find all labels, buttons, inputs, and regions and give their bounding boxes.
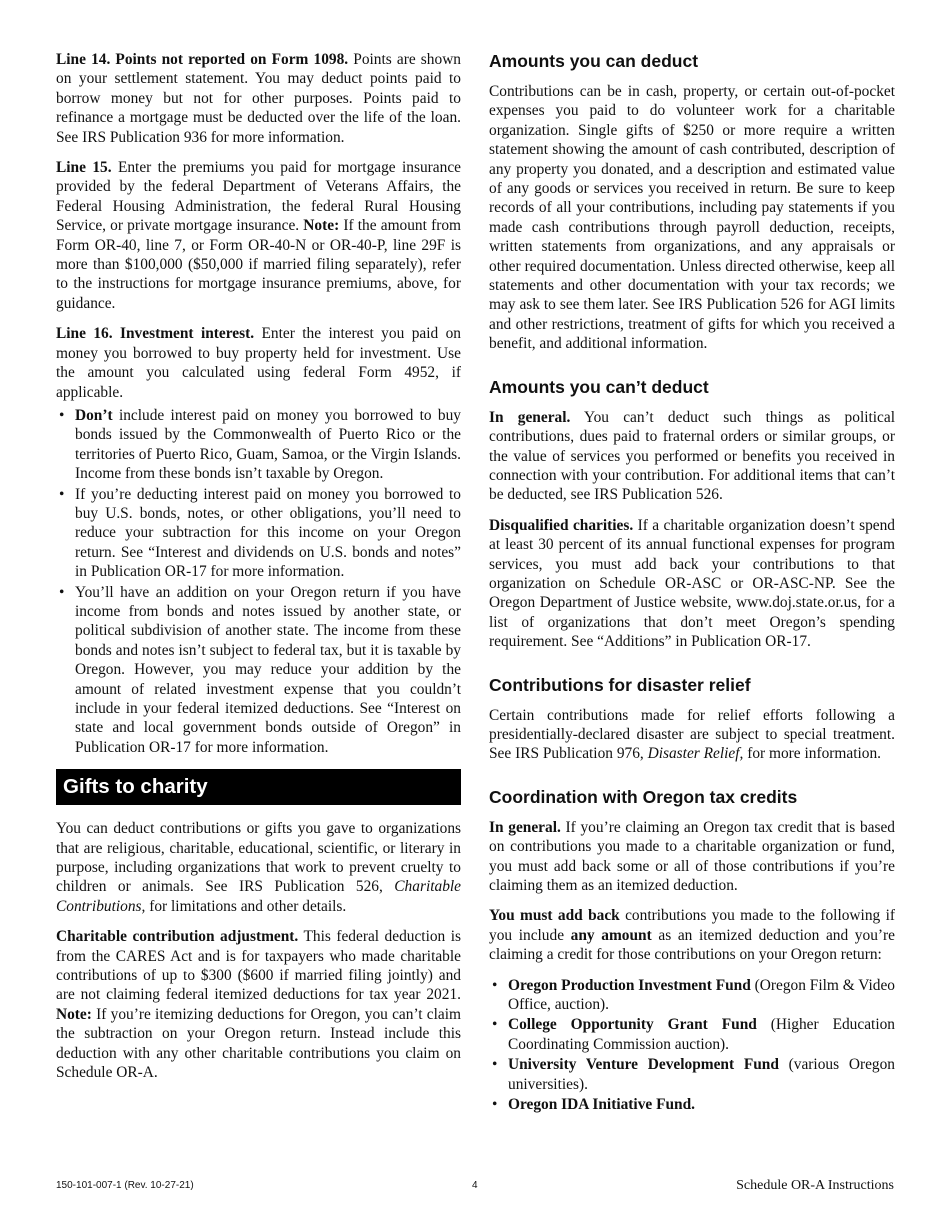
fund1-detail: (Oregon Film & Video Office, auction). [508, 976, 895, 1014]
line14-heading: Line 14. Points not reported on Form 1098. [56, 51, 349, 68]
list-item [489, 976, 895, 1015]
document-title: Schedule OR-A Instructions [736, 1178, 894, 1193]
line14-text: Points are shown on your settlement statement. You may deduct points paid to borrow money but not for other purposes. Points paid to refinance a mortgage must be deducted over the life of the loan. See IRS Publication 936 for more information. [56, 51, 462, 146]
cca-paragraph [56, 927, 461, 1082]
right-column [489, 50, 895, 1125]
cca-note-text: If you’re itemizing deductions for Oregon, you can’t claim the subtraction on your Oregon return. Instead include this deduction with any other charitable contributions you claim on Schedule OR-A. [56, 1005, 461, 1082]
cca-heading: Charitable contribution adjustment. [56, 928, 299, 946]
bullet2-text: If you’re deducting interest paid on money you borrowed to buy U.S. bonds, notes, or other obligations, you’ll need to reduce your subtraction for this income on your Oregon return. See “Interest and dividends on U.S. bonds and notes” in Publication OR-17 for more information. [75, 485, 461, 581]
list-item [56, 406, 461, 484]
cca-text: This federal deduction is from the CARES Act and is for taxpayers who made charitable contributions of up to $300 ($600 if married filing jointly) and are not claiming federal itemized deductions for tax year 2021. [56, 928, 461, 1004]
disaster-relief-heading: Contributions for disaster relief [489, 674, 751, 695]
fund2-detail: (Higher Education Coordinating Commission auction). [508, 1016, 895, 1053]
list-item [489, 1095, 895, 1114]
bullet1-text: include interest paid on money you borrowed to buy bonds issued by the Commonwealth of Puerto Rico or the territories of Puerto Rico, Guam, Samoa, or the Virgin Islands. Income from these bonds isn’t taxable by Oregon. [75, 406, 461, 483]
list-item [489, 1015, 895, 1054]
add-back-text-end: as an itemized deduction and you’re claiming a credit for those contributions on your Oregon return: [489, 926, 895, 964]
line16-paragraph [56, 324, 461, 402]
bullet1-bold: Don’t [75, 406, 113, 424]
coordination-paragraph [489, 818, 895, 896]
amounts-cant-deduct-heading: Amounts you can’t deduct [489, 376, 709, 397]
line16-heading: Line 16. Investment interest. [56, 325, 255, 343]
cant-deduct-text: You can’t deduct such things as political contributions, dues paid to fraternal orders or similar groups, or the value of services you performed or benefits you received in connection with your contribution. For additional items that can’t be deducted, see IRS Publication 526. [489, 408, 895, 504]
list-item [56, 583, 461, 758]
coordination-heading: Coordination with Oregon tax credits [489, 786, 798, 807]
gifts-publication-title: Charitable Contributions, [56, 878, 461, 915]
bullet3-text: You’ll have an addition on your Oregon return if you have income from bonds and notes issued by another state, or political subdivision of another state. The income from these bonds and notes isn’t subject to federal tax, but it is taxable by Oregon. However, you may reduce your addition by the amount of related investment expense that you couldn’t include in your federal itemized deductions. See “Interest on state and local government bonds outside of Oregon” in Publication OR-17 for more information. [75, 583, 461, 756]
list-item [489, 1055, 895, 1094]
disqualified-paragraph [489, 516, 895, 652]
form-number: 150-101-007-1 (Rev. 10-27-21) [56, 1180, 194, 1191]
coordination-text: If you’re claiming an Oregon tax credit that is based on contributions you made to a charitable organization or fund, you must add back some or all of those contributions if you’re claiming them as an itemized deduction. [489, 818, 896, 894]
gifts-text: You can deduct contributions or gifts you gave to organizations that are religious, charitable, educational, scientific, or literary in purpose, including organizations that work to prevent cruelty to children or animals. See IRS Publication 526, [56, 820, 461, 896]
fund2-name: College Opportunity Grant Fund [508, 1016, 757, 1034]
add-back-paragraph [489, 906, 895, 964]
cca-note-label: Note: [56, 1005, 92, 1023]
line15-text: Enter the premiums you paid for mortgage insurance provided by the federal Department of Veterans Affairs, the Federal Housing Administration, the federal Rural Housing Service, or private mortgage insurance. [56, 159, 461, 235]
amounts-can-deduct-heading: Amounts you can deduct [489, 51, 699, 71]
list-item [56, 485, 461, 582]
gifts-paragraph [56, 819, 461, 916]
line15-paragraph [56, 158, 461, 313]
disqualified-lead: Disqualified charities. [489, 516, 634, 534]
fund3-name: University Venture Development Fund [508, 1056, 779, 1074]
line15-heading: Line 15. [56, 159, 112, 177]
coordination-lead: In general. [489, 818, 561, 836]
add-back-emphasis: any amount [570, 926, 652, 944]
fund3-detail: (various Oregon universities). [508, 1056, 895, 1093]
disaster-publication-title: Disaster Relief, [647, 745, 744, 763]
cant-deduct-lead: In general. [489, 408, 571, 426]
disqualified-text: If a charitable organization doesn’t spend at least 30 percent of its annual functional expenses for program services, you must add back your contributions to that organization on Schedule OR-ASC or OR-ASC-NP. See the Oregon Department of Justice website, www.doj.state.or.us, for a list of organizations that don’t meet Oregon’s spending requirement. See “Additions” in Publication OR-17. [489, 516, 895, 651]
disaster-text: Certain contributions made for relief efforts following a presidentially-declared disaster are subject to special treatment. See IRS Publication 976, [489, 706, 895, 763]
add-back-lead: You must add back [489, 907, 620, 925]
page-number: 4 [472, 1180, 478, 1191]
line14-paragraph [56, 50, 461, 147]
fund1-name: Oregon Production Investment Fund [508, 976, 751, 994]
fund-list [489, 976, 895, 1115]
gifts-text-end: for limitations and other details. [145, 897, 347, 915]
can-deduct-paragraph: Contributions can be in cash, property, or certain out-of-pocket expenses you paid to do volunteer work for a charitable organization. Single gifts of $250 or more require a written statement showing the amount of cash contributed, description of any property you donated, and a description and estimated value of any goods or services you received in return. Be sure to keep records of all your contributions, including pay statements if you made cash contributions through payroll deduction, receipts, written statements from organizations, and any appraisals or other required documentation. Unless directed otherwise, keep all statements and other documentation with your tax records; we may ask to see them later. See IRS Publication 526 for AGI limits and other restrictions, treatment of gifts for which you received a benefit, and additional information. [489, 83, 895, 353]
disaster-text-end: for more information. [743, 745, 881, 763]
line16-text: Enter the interest you paid on money you borrowed to buy property held for investment. Use the amount you calculated using federal Form 4952, if applicable. [56, 325, 461, 401]
left-column [56, 50, 461, 1094]
disaster-paragraph [489, 706, 895, 764]
investment-interest-list [56, 406, 461, 757]
fund4-name: Oregon IDA Initiative Fund. [508, 1096, 695, 1114]
gifts-to-charity-banner: Gifts to charity [56, 769, 461, 805]
add-back-text: contributions you made to the following if you include [489, 907, 895, 944]
line15-note-label: Note: [303, 217, 340, 235]
cant-deduct-paragraph [489, 408, 895, 505]
line15-note-text: If the amount from Form OR-40, line 7, or Form OR-40-N or OR-40-P, line 29F is more than $100,000 ($50,000 if married filing separately), refer to the instructions for mortgage insurance premiums, above, for guidance. [56, 217, 461, 312]
